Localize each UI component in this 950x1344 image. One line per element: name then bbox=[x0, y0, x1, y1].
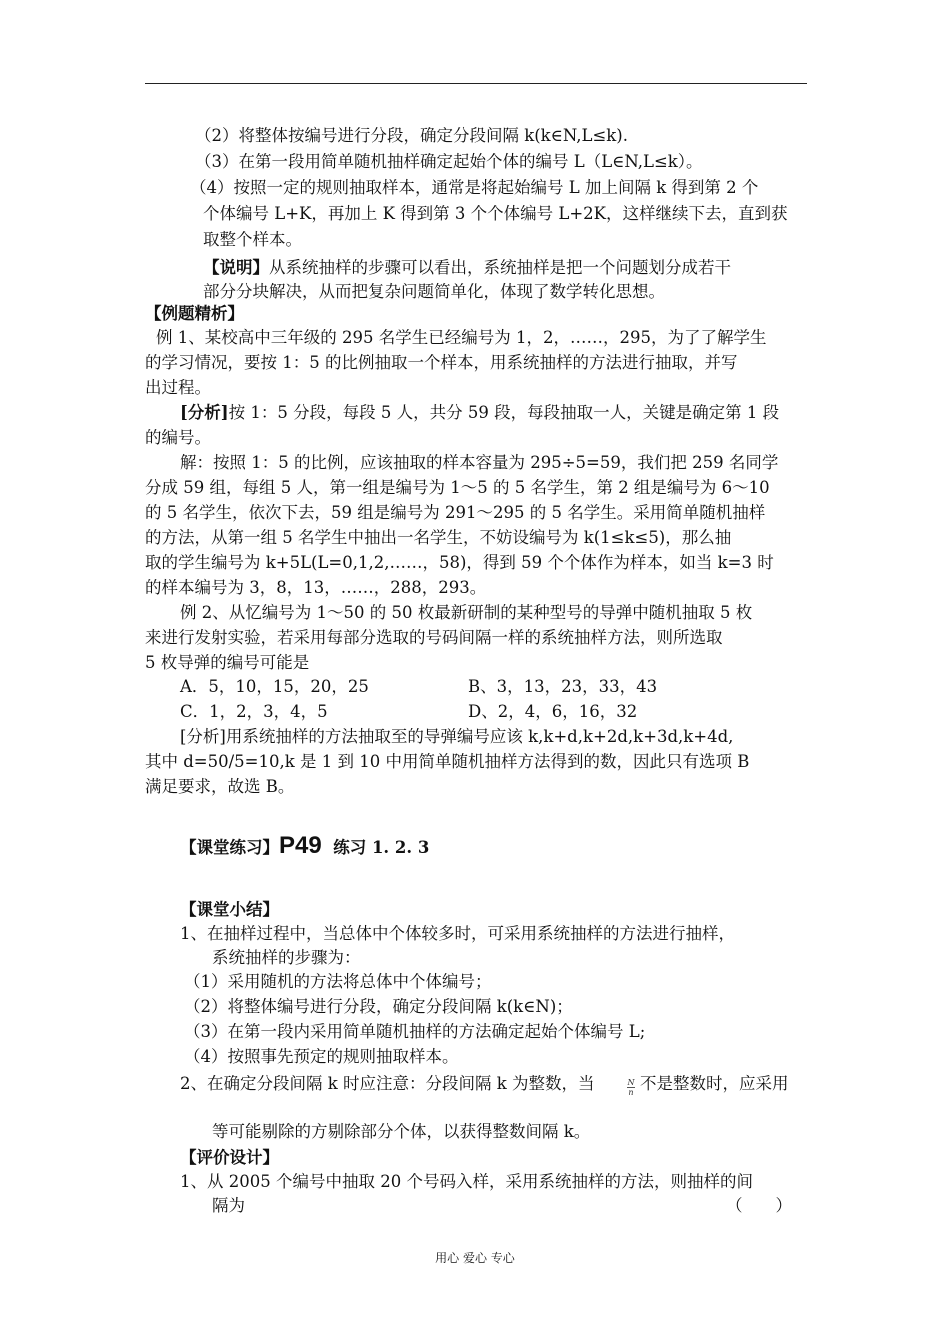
step-4-line1: （4）按照一定的规则抽取样本，通常是将起始编号 L 加上间隔 k 得到第 2 个 bbox=[190, 178, 759, 197]
ex1-line1: 例 1、某校高中三年级的 295 名学生已经编号为 1，2，……，295，为了了解学生 bbox=[156, 328, 767, 347]
note-line1 bbox=[203, 256, 731, 280]
summary-item-3: （3）在第一段内采用简单随机抽样的方法确定起始个体编号 L; bbox=[184, 1022, 646, 1041]
summary-point2-part2: 不是整数时，应采用 bbox=[640, 1074, 789, 1093]
fraction-denominator: n bbox=[628, 1088, 634, 1097]
practice-page: P49 bbox=[279, 832, 322, 859]
note-text: 从系统抽样的步骤可以看出，系统抽样是把一个问题划分成若干 bbox=[269, 258, 731, 277]
ex2-line1: 例 2、从忆编号为 1～50 的 50 枚最新研制的某种型号的导弹中随机抽取 5 枚 bbox=[180, 603, 753, 622]
practice-label: 【课堂练习】 bbox=[180, 838, 279, 857]
step-3: （3）在第一段用简单随机抽样确定起始个体的编号 L（L∈N,L≤k）。 bbox=[195, 152, 703, 171]
fraction-numerator: N bbox=[627, 1078, 635, 1087]
ex2-analysis-line2: 其中 d=50/5=10,k 是 1 到 10 中用简单随机抽样方法得到的数，因此只有选项 B bbox=[145, 752, 750, 771]
ex2-option-d: D、2，4，6，16，32 bbox=[468, 702, 638, 721]
ex2-analysis-line1: [分析]用系统抽样的方法抽取至的导弹编号应该 k,k+d,k+2d,k+3d,k+4d, bbox=[180, 727, 734, 746]
ex2-line3: 5 枚导弹的编号可能是 bbox=[145, 653, 310, 672]
ex1-line3: 出过程。 bbox=[145, 378, 211, 397]
ex1-solution-line5: 取的学生编号为 k+5L(L=0,1,2,……，58)，得到 59 个个体作为样本，如当 k=3 时 bbox=[145, 553, 774, 572]
eval-q1-line1: 1、从 2005 个编号中抽取 20 个号码入样，采用系统抽样的方法，则抽样的间 bbox=[180, 1172, 753, 1191]
ex1-solution-line4: 的方法，从第一组 5 名学生中抽出一名学生，不妨设编号为 k(1≤k≤5)，那么抽 bbox=[145, 528, 732, 547]
answer-blank: （ ） bbox=[726, 1196, 792, 1215]
step-4-line2: 个体编号 L+K，再加上 K 得到第 3 个个体编号 L+2K，这样继续下去，直到获 bbox=[203, 204, 788, 223]
ex1-analysis-line1 bbox=[180, 401, 779, 425]
summary-heading: 【课堂小结】 bbox=[180, 900, 279, 919]
analysis-label: [分析] bbox=[180, 403, 229, 422]
summary-item-1: （1）采用随机的方法将总体中个体编号； bbox=[184, 972, 492, 991]
ex2-option-c: C．1，2，3，4，5 bbox=[180, 702, 328, 721]
practice-ref: 练习 1. 2. 3 bbox=[333, 838, 430, 857]
ex2-analysis-line3: 满足要求，故选 B。 bbox=[145, 777, 295, 796]
ex2-option-a: A．5，10，15，20，25 bbox=[180, 677, 369, 696]
ex1-solution-line3: 的 5 名学生，依次下去，59 组是编号为 291～295 的 5 名学生。采用简单随机抽样 bbox=[145, 503, 766, 522]
header-rule bbox=[145, 83, 807, 84]
ex2-line2: 来进行发射实验，若采用每部分选取的号码间隔一样的系统抽样方法，则所选取 bbox=[145, 628, 723, 647]
ex1-line2: 的学习情况，要按 1：5 的比例抽取一个样本，用系统抽样的方法进行抽取，并写 bbox=[145, 353, 738, 372]
step-2: （2）将整体按编号进行分段，确定分段间隔 k(k∈N,L≤k). bbox=[195, 126, 628, 145]
ex1-solution-line1: 解：按照 1：5 的比例，应该抽取的样本容量为 295÷5=59，我们把 259 名同学 bbox=[180, 453, 779, 472]
ex2-option-b: B、3，13，23，33，43 bbox=[468, 677, 658, 696]
ex1-solution-line2: 分成 59 组，每组 5 人，第一组是编号为 1～5 的 5 名学生，第 2 组是编号为 6～10 bbox=[145, 478, 770, 497]
note-line2: 部分分块解决，从而把复杂问题简单化，体现了数学转化思想。 bbox=[203, 282, 665, 301]
summary-point2-line2: 等可能剔除的方剔除部分个体，以获得整数间隔 k。 bbox=[212, 1122, 591, 1141]
eval-q1-line2: 隔为 bbox=[212, 1196, 245, 1215]
eval-heading: 【评价设计】 bbox=[180, 1148, 279, 1167]
page-footer: 用心 爱心 专心 bbox=[435, 1251, 515, 1265]
ex1-solution-line6: 的样本编号为 3，8，13，……，288，293。 bbox=[145, 578, 487, 597]
summary-item-4: （4）按照事先预定的规则抽取样本。 bbox=[184, 1047, 459, 1066]
ex1-analysis-line2: 的编号。 bbox=[145, 428, 211, 447]
summary-point2-part1: 2、在确定分段间隔 k 时应注意：分段间隔 k 为整数，当 bbox=[180, 1074, 595, 1093]
summary-point1-line2: 系统抽样的步骤为： bbox=[212, 948, 361, 967]
summary-point1-line1: 1、在抽样过程中，当总体中个体较多时，可采用系统抽样的方法进行抽样， bbox=[180, 924, 735, 943]
fraction-n-over-n bbox=[626, 1078, 636, 1097]
practice-line bbox=[180, 830, 429, 864]
summary-item-2: （2）将整体编号进行分段，确定分段间隔 k(k∈N)； bbox=[184, 997, 573, 1016]
analysis-text: 按 1：5 分段，每段 5 人，共分 59 段，每段抽取一人，关键是确定第 1 段 bbox=[228, 403, 780, 422]
examples-heading: 【例题精析】 bbox=[145, 304, 244, 323]
note-label: 【说明】 bbox=[203, 258, 269, 277]
step-4-line3: 取整个样本。 bbox=[203, 230, 302, 249]
